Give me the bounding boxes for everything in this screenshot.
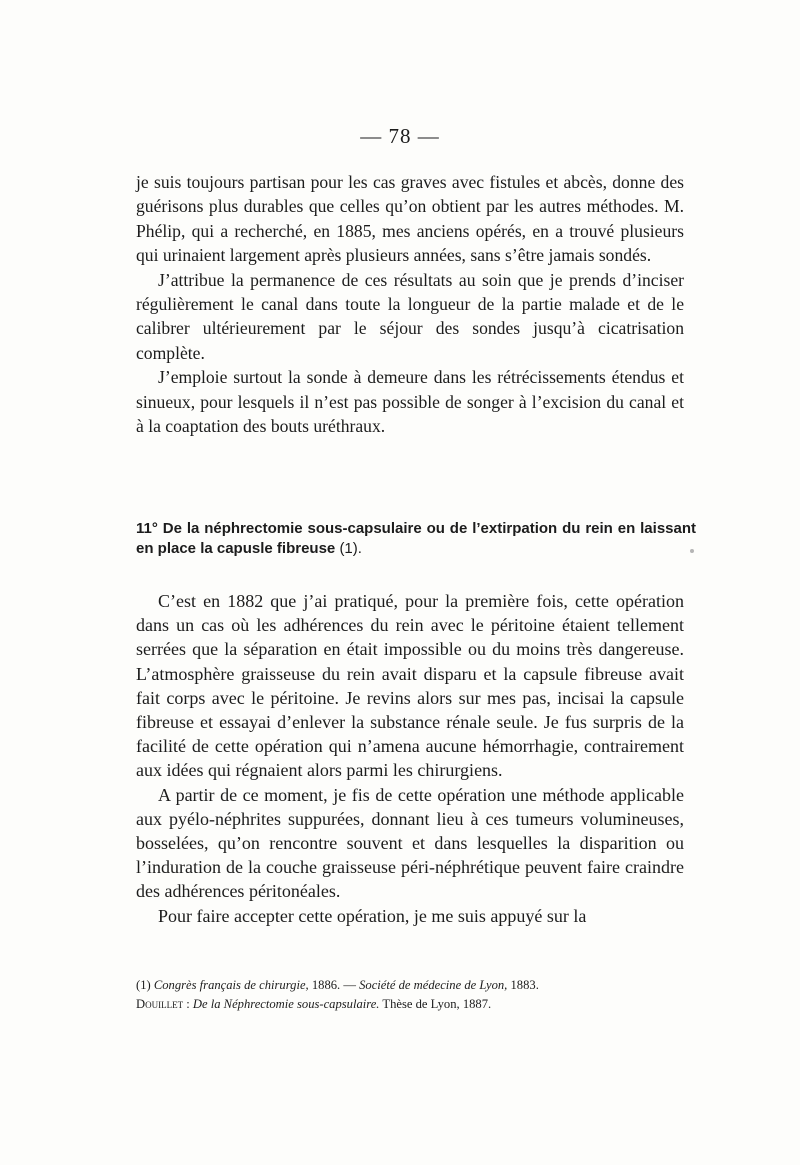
page-number: — 78 —	[360, 124, 440, 148]
section-heading	[136, 519, 696, 559]
paragraph-3: J’emploie surtout la sonde à demeure dans les rétrécissements étendus et sinueux, pour lesquels il n’est pas possible de songer à l’excision du canal et à la coaptation des bouts uréthraux.	[136, 367, 684, 437]
paragraph-5: A partir de ce moment, je fis de cette opération une méthode applicable aux pyélo-néphrites suppurées, donnant lieu à ces tumeurs volumineuses, bosselées, qu’on rencontre souvent et dans lesquelles la disparition ou l’induration de la couche graisseuse péri-néphrétique peuvent faire craindre des adhérences péritonéales.	[136, 784, 684, 902]
footnote-2	[136, 995, 696, 1014]
footnote-1	[136, 976, 696, 995]
section-heading-footnote-ref: (1).	[339, 540, 362, 557]
paragraph-1: je suis toujours partisan pour les cas graves avec fistules et abcès, donne des guérisons plus durables que celles qu’on obtient par les autres méthodes. M. Phélip, qui a recherché, en 1885, mes anciens opérés, en a trouvé plusieurs qui urinaient largement après plusieurs années, sans s’être jamais sondés.	[136, 172, 684, 266]
footnote-marker: (1)	[136, 978, 151, 992]
footnote-author: Douillet	[136, 997, 184, 1011]
footnote-year-2: 1883.	[510, 978, 539, 992]
footnote-source-1: Congrès français de chirurgie,	[153, 978, 309, 992]
footnote-separator: :	[186, 997, 190, 1011]
section-heading-text: 11° De la néphrectomie sous-capsulaire ou de l’extirpation du rein en laissant en place la capusle fibreuse	[136, 520, 696, 557]
footnotes	[136, 976, 696, 1014]
footnote-source-2: Société de médecine de Lyon,	[359, 978, 508, 992]
paragraph-6: Pour faire accepter cette opération, je me suis appuyé sur la	[158, 905, 587, 926]
paper-speck	[690, 549, 694, 553]
footnote-year-1: 1886. —	[311, 978, 356, 992]
paragraph-2: J’attribue la permanence de ces résultats au soin que je prends d’inciser régulièrement le canal dans toute la longueur de la partie malade et de le calibrer ultérieurement par le séjour des sondes jusqu’à cicatrisation complète.	[136, 269, 684, 363]
paragraph-4: C’est en 1882 que j’ai pratiqué, pour la première fois, cette opération dans un cas où les adhérences du rein avec le péritoine étaient tellement serrées que la séparation en était impossible ou du moins très dangereuse. L’atmosphère graisseuse du rein avait disparu et la capsule fibreuse avait fait corps avec le péritoine. Je revins alors sur mes pas, incisai la capsule fibreuse et essayai d’enlever la substance rénale seule. Je fus surpris de la facilité de cette opération qui n’amena aucune hémorrhagie, contrairement aux idées qui régnaient alors parmi les chirurgiens.	[136, 591, 684, 781]
footnote-rest: Thèse de Lyon, 1887.	[382, 997, 492, 1011]
body-text-section	[136, 589, 684, 928]
body-text-top	[136, 170, 684, 438]
footnote-title: De la Néphrectomie sous-capsulaire.	[192, 997, 380, 1011]
